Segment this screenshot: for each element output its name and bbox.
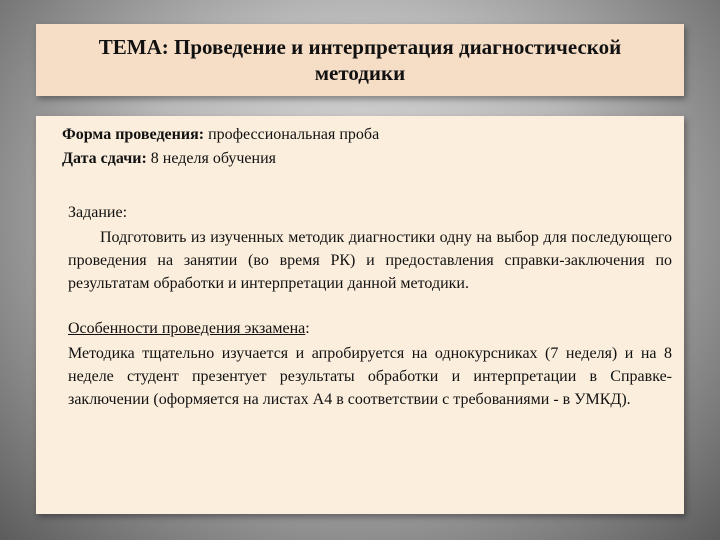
task-label: Задание <box>68 204 123 221</box>
form-label: Форма проведения <box>62 126 199 143</box>
exam-label: Особенности проведения экзамена <box>68 320 306 337</box>
date-value: 8 неделя обучения <box>150 150 276 167</box>
date-line: Дата сдачи: 8 неделя обучения <box>62 150 276 167</box>
task-text: Подготовить из изученных методик диагностики одну на выбор для последующего проведения на занятии (во время РК) и предоставления справки-заключения по результатам обработки и интерпретации данной методики. <box>68 229 672 292</box>
exam-line: Особенности проведения экзамена: <box>68 320 310 337</box>
task-line: Задание: <box>68 204 128 221</box>
form-value: профессиональная проба <box>208 126 380 143</box>
content-box <box>36 116 684 514</box>
exam-text: Методика тщательно изучается и апробируется на однокурсниках (7 неделя) и на 8 неделе студент презентует результаты обработки и интерпретации в Справке-заключении (оформяется на листах А4 в соответствии с требованиями - в УМКД). <box>68 345 672 408</box>
form-line: Форма проведения: профессиональная проба <box>62 126 380 143</box>
title-box <box>36 24 684 96</box>
date-label: Дата сдачи <box>62 150 142 167</box>
slide-title: ТЕМА: Проведение и интерпретация диагностической методики <box>98 35 622 85</box>
